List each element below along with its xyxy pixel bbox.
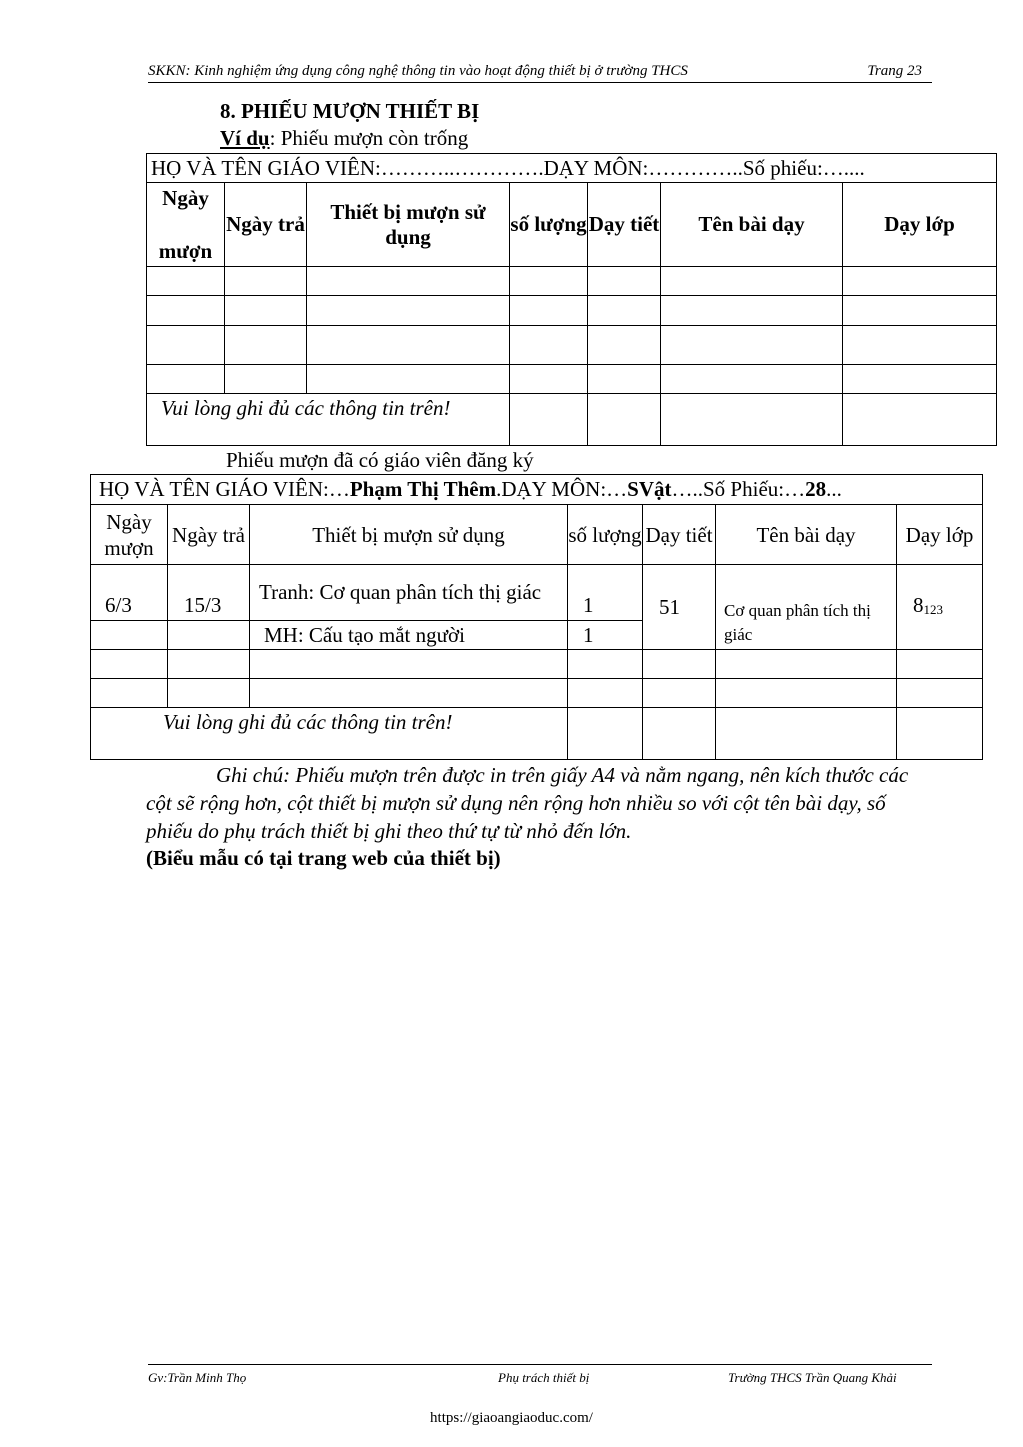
blank-col-borrow-line2: mượn [158,238,213,263]
blank-table-row [147,296,997,326]
blank-col-class: Dạy lớp [843,183,997,267]
footer-author: Gv:Trần Minh Thọ [148,1370,247,1385]
example-line [220,126,468,151]
blank-borrow-form [146,153,997,446]
filled-col-return-date: Ngày trả [168,505,250,565]
header-title: SKKN: Kinh nghiệm ứng dụng công nghệ thông tin vào hoạt động thiết bị ở trường THCS [148,63,688,79]
class-grade: 8 [913,593,924,617]
blank-table-row [147,326,997,365]
filled-col-device: Thiết bị mượn sử dụng [250,505,568,565]
page-header [148,62,932,83]
quantity-1: 1 [568,565,643,621]
blank-col-borrow-date [147,183,225,267]
blank-form-title: HỌ VÀ TÊN GIÁO VIÊN:………..………….DẠY MÔN:…………..Số phiếu:….... [147,154,997,183]
filled-col-borrow-date: Ngày mượn [91,505,168,565]
blank-col-period: Dạy tiết [588,183,661,267]
page-footer [148,1364,932,1389]
blank-col-quantity: số lượng [510,183,588,267]
filled-table-row [91,679,983,708]
filled-form-caption: Phiếu mượn đã có giáo viên đăng ký [226,448,534,472]
borrow-date: 6/3 [91,565,168,621]
teacher-name: Phạm Thị Thêm [349,477,497,501]
blank-col-borrow-line1: Ngày [162,185,209,210]
note-paragraph: Ghi chú: Phiếu mượn trên được in trên giấy A4 và nằm ngang, nên kích thước các cột sẽ rộng hơn, cột thiết bị mượn sử dụng nên rộng hơn nhiều so với cột tên bài dạy, số phiếu do phụ trách thiết bị ghi theo thứ tự từ nhỏ đến lớn. [146,763,909,843]
filled-form-title [91,475,983,505]
form-number: 28 [805,477,827,501]
filled-title-mid: .DẠY MÔN:… [496,477,628,501]
blank-col-device: Thiết bị mượn sử dụng [307,183,510,267]
filled-form-footer-note: Vui lòng ghi đủ các thông tin trên! [91,708,568,760]
footer-role: Phụ trách thiết bị [498,1370,590,1385]
blank-col-lesson: Tên bài dạy [661,183,843,267]
class-cell [897,565,983,650]
filled-borrow-form [90,474,983,760]
filled-table-row [91,650,983,679]
example-text: : Phiếu mượn còn trống [269,126,469,150]
lesson-period: 51 [643,565,716,650]
filled-col-class: Dạy lớp [897,505,983,565]
blank-col-return-date: Ngày trả [225,183,307,267]
filled-title-mid2: …..Số Phiếu:… [671,477,806,501]
note-bold: (Biểu mẫu có tại trang web của thiết bị) [146,846,501,870]
subject-name: SVật [627,477,672,501]
return-date: 15/3 [168,565,250,621]
blank-form-footer-note: Vui lòng ghi đủ các thông tin trên! [147,394,510,446]
quantity-2: 1 [568,621,643,650]
lesson-name: Cơ quan phân tích thị giác [716,565,897,650]
section-heading: 8. PHIẾU MƯỢN THIẾT BỊ [220,99,480,123]
footer-school: Trường THCS Trần Quang Khải [728,1370,897,1385]
blank-table-row [147,365,997,394]
device-2: MH: Cấu tạo mắt người [250,621,568,650]
class-subscript: 123 [923,602,943,617]
header-page-number: Trang 23 [867,63,922,79]
filled-col-period: Dạy tiết [643,505,716,565]
example-label: Ví dụ [220,126,270,150]
device-1: Tranh: Cơ quan phân tích thị giác [250,565,568,621]
filled-col-lesson: Tên bài dạy [716,505,897,565]
blank-table-row [147,267,997,296]
source-url: https://giaoangiaoduc.com/ [430,1410,593,1426]
filled-title-end: ... [826,477,842,501]
filled-col-quantity: số lượng [568,505,643,565]
filled-title-prefix: HỌ VÀ TÊN GIÁO VIÊN:… [99,477,350,501]
